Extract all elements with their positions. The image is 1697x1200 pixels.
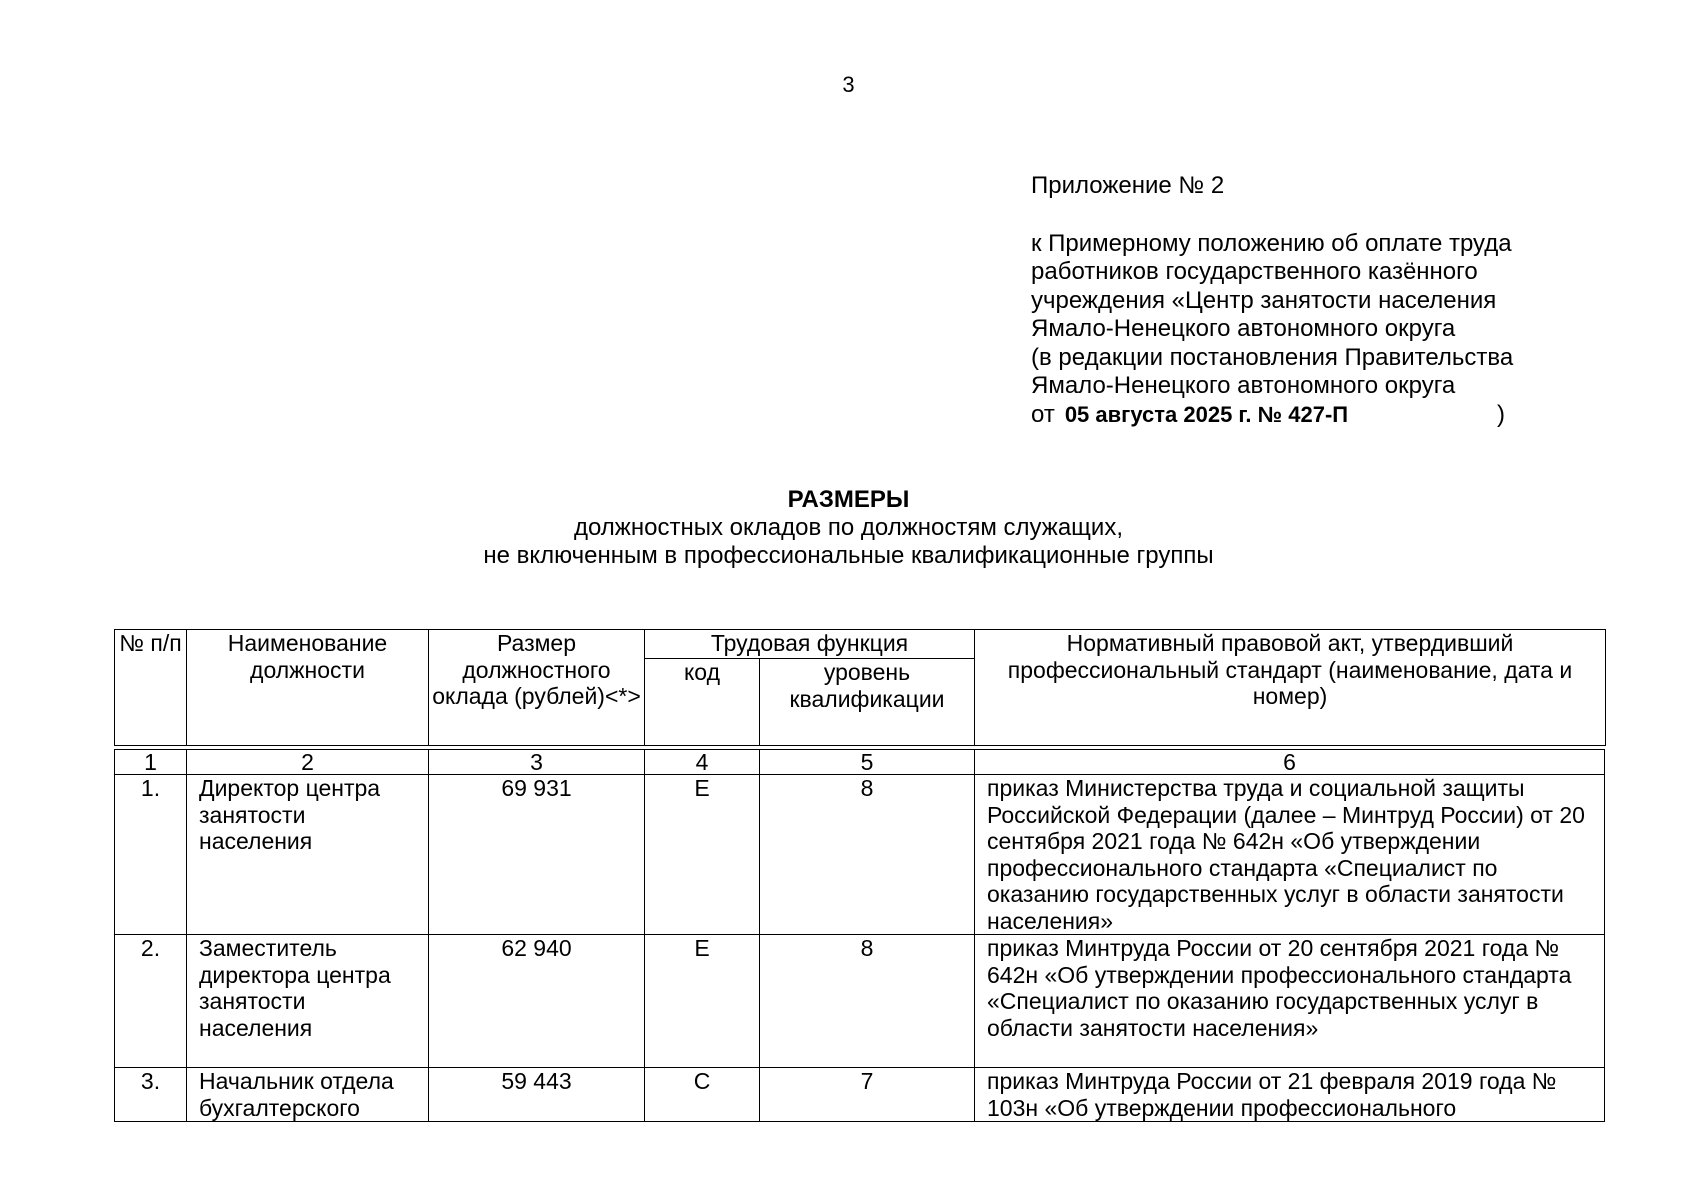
cell-act: приказ Минтруда России от 20 сентября 2021 года № 642н «Об утверждении профессионального стандарта «Специалист по оказанию государственных услуг в области занятости населения» xyxy=(975,935,1605,1068)
header-position: Наименование должности xyxy=(187,630,429,746)
cell-level: 8 xyxy=(760,775,975,935)
cell-salary: 59 443 xyxy=(429,1068,645,1122)
appendix-from-prefix: от xyxy=(1031,400,1055,428)
cell-position: Заместитель директора центра занятости населения xyxy=(187,935,429,1068)
appendix-doc-reference: 05 августа 2025 г. № 427-П xyxy=(1064,401,1349,427)
table-row xyxy=(115,935,1605,1068)
header-labor-function: Трудовая функция xyxy=(645,630,975,659)
header-num: № п/п xyxy=(115,630,187,746)
column-number: 2 xyxy=(187,750,429,775)
cell-code: Е xyxy=(645,935,760,1068)
column-number: 3 xyxy=(429,750,645,775)
appendix-line: Ямало-Ненецкого автономного округа xyxy=(1031,315,1456,342)
column-number: 1 xyxy=(115,750,187,775)
table-header xyxy=(114,629,1606,746)
column-number: 6 xyxy=(975,750,1605,775)
appendix-date-line xyxy=(1031,401,1631,430)
document-heading xyxy=(0,486,1697,570)
cell-act: приказ Министерства труда и социальной защиты Российской Федерации (далее – Минтруд России) от 20 сентября 2021 года № 642н «Об утверждении профессионального стандарта «Специалист по оказанию государственных услуг в области занятости населения» xyxy=(975,775,1605,935)
table-row xyxy=(115,775,1605,935)
cell-num: 1. xyxy=(115,775,187,935)
cell-position: Директор центра занятости населения xyxy=(187,775,429,935)
appendix-line: (в редакции постановления Правительства xyxy=(1031,343,1514,371)
column-number: 4 xyxy=(645,750,760,775)
cell-level: 8 xyxy=(760,935,975,1068)
cell-position: Начальник отдела бухгалтерского xyxy=(187,1068,429,1122)
cell-salary: 69 931 xyxy=(429,775,645,935)
appendix-close-paren: ) xyxy=(1497,400,1505,428)
heading-subtitle-1: должностных окладов по должностям служащих, xyxy=(573,514,1124,541)
cell-num: 2. xyxy=(115,935,187,1068)
table-body xyxy=(114,749,1605,1122)
column-number-row xyxy=(115,750,1605,775)
header-level: уровень квалификации xyxy=(760,659,975,746)
appendix-line: учреждения «Центр занятости населения xyxy=(1031,286,1497,314)
cell-code: С xyxy=(645,1068,760,1122)
page-number: 3 xyxy=(842,72,855,97)
appendix-title: Приложение № 2 xyxy=(1031,172,1225,199)
cell-act: приказ Минтруда России от 21 февраля 2019 года № 103н «Об утверждении профессионального xyxy=(975,1068,1605,1122)
header-salary: Размер должностного оклада (рублей)<*> xyxy=(429,630,645,746)
heading-subtitle-2: не включенным в профессиональные квалификационные группы xyxy=(483,542,1214,569)
appendix-line: работников государственного казённого xyxy=(1031,258,1478,285)
header-code: код xyxy=(645,659,760,746)
appendix-line: Ямало-Ненецкого автономного округа xyxy=(1031,372,1456,399)
heading-title: РАЗМЕРЫ xyxy=(787,486,910,513)
appendix-line: к Примерному положению об оплате труда xyxy=(1031,229,1512,257)
column-number: 5 xyxy=(760,750,975,775)
table-row xyxy=(115,1068,1605,1122)
header-act: Нормативный правовой акт, утвердивший профессиональный стандарт (наименование, дата и номер) xyxy=(975,630,1606,746)
cell-level: 7 xyxy=(760,1068,975,1122)
cell-num: 3. xyxy=(115,1068,187,1122)
appendix-block xyxy=(1031,172,1631,429)
cell-code: Е xyxy=(645,775,760,935)
cell-salary: 62 940 xyxy=(429,935,645,1068)
